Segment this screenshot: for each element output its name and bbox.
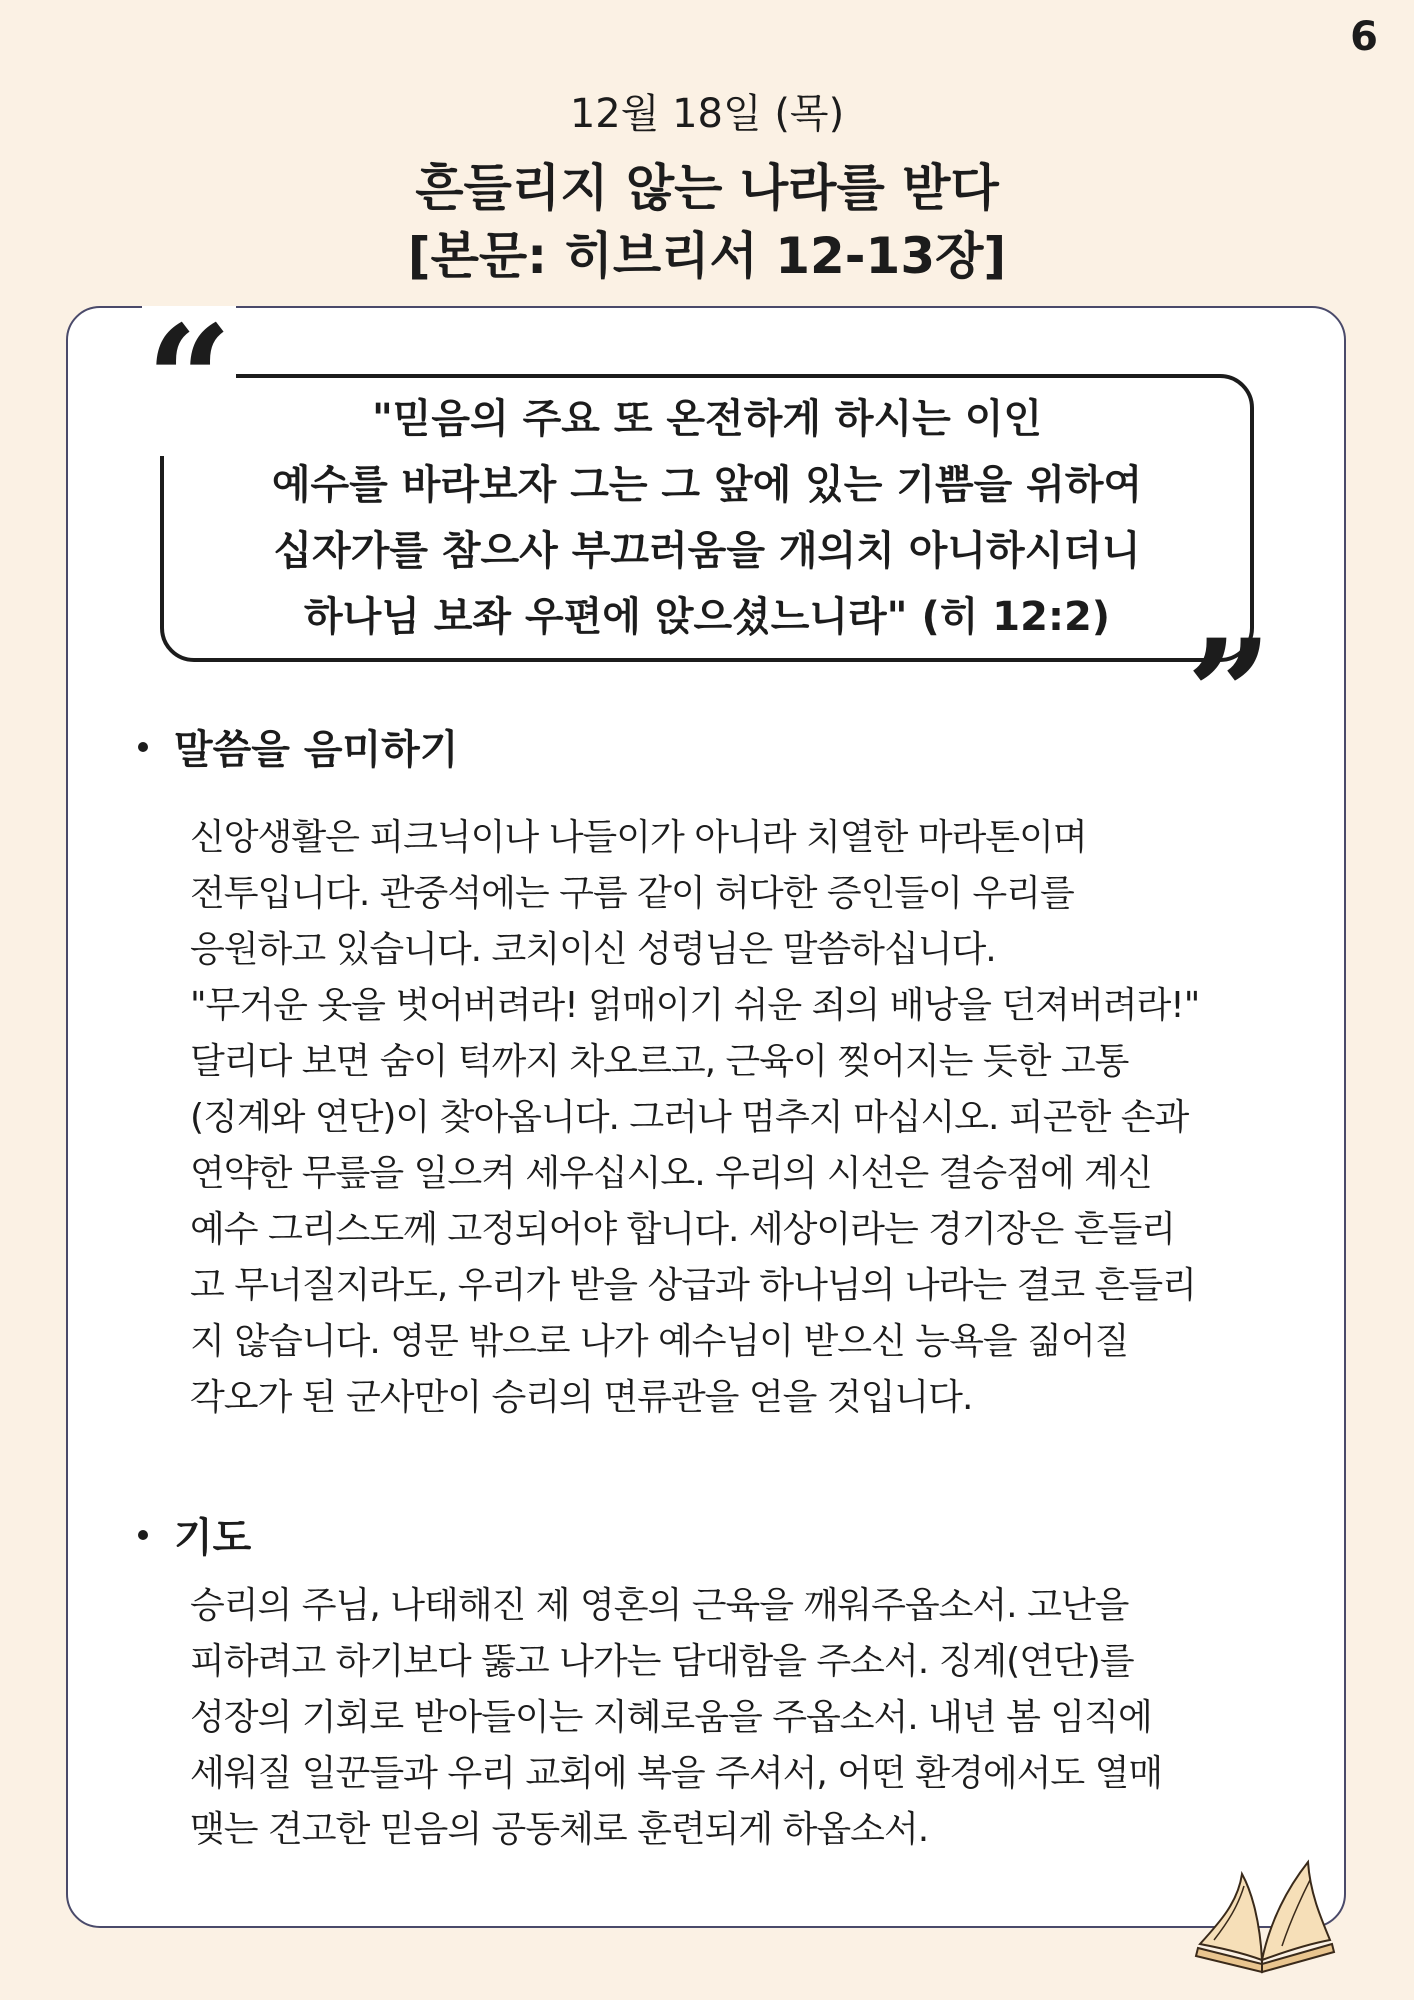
page-title: 흔들리지 않는 나라를 받다 [415,159,999,217]
section-heading-meditation [138,718,458,775]
close-quote-icon: ” [1186,607,1273,783]
quote-box [160,374,1254,662]
quote-text: "믿음의 주요 또 온전하게 하시는 이인 예수를 바라보자 그는 그 앞에 있는 기쁨을 위하여 십자가를 참으사 부끄러움을 개의치 아니하시더니 하나님 보좌 우편에 앉으셨느니라" (히 12:2) [271,396,1143,640]
page-number: 6 [1350,14,1378,60]
section-heading-prayer [138,1506,251,1563]
page-header [0,86,1414,290]
open-quote-icon: “ [142,306,236,456]
bullet-icon [138,1530,148,1540]
devotional-card [66,293,1346,1928]
date-label: 12월 18일 (목) [569,91,845,137]
bullet-icon [138,742,148,752]
prayer-body: 승리의 주님, 나태해진 제 영혼의 근육을 깨워주옵소서. 고난을 피하려고 하기보다 뚫고 나가는 담대함을 주소서. 징계(연단)를 성장의 기회로 받아들이는 지혜로움을 주옵소서. 내년 봄 임직에 세워질 일꾼들과 우리 교회에 복을 주셔서, 어떤 환경에서도 열매 맺는 견고한 믿음의 공동체로 훈련되게 하옵소서. [190,1585,1163,1850]
open-book-icon [1190,1852,1340,1982]
meditation-body: 신앙생활은 피크닉이나 나들이가 아니라 치열한 마라톤이며 전투입니다. 관중석에는 구름 같이 허다한 증인들이 우리를 응원하고 있습니다. 코치이신 성령님은 말씀하십니다. "무거운 옷을 벗어버려라! 얽매이기 쉬운 죄의 배낭을 던져버려라!" 달리다 보면 숨이 턱까지 차오르고, 근육이 찢어지는 듯한 고통 (징계와 연단)이 찾아옵니다. 그러나 멈추지 마십시오. 피곤한 손과 연약한 무릎을 일으켜 세우십시오. 우리의 시선은 결승점에 계신 예수 그리스도께 고정되어야 합니다. 세상이라는 경기장은 흔들리 고 무너질지라도, 우리가 받을 상급과 하나님의 나라는 결코 흔들리 지 않습니다. 영문 밖으로 나가 예수님이 받으신 능욕을 짊어질 각오가 된 군사만이 승리의 면류관을 얻을 것입니다. [190,817,1200,1418]
scripture-reference: [본문: 히브리서 12-13장] [407,227,1007,285]
section-heading-label: 말씀을 음미하기 [174,727,459,773]
section-heading-label: 기도 [174,1515,252,1561]
